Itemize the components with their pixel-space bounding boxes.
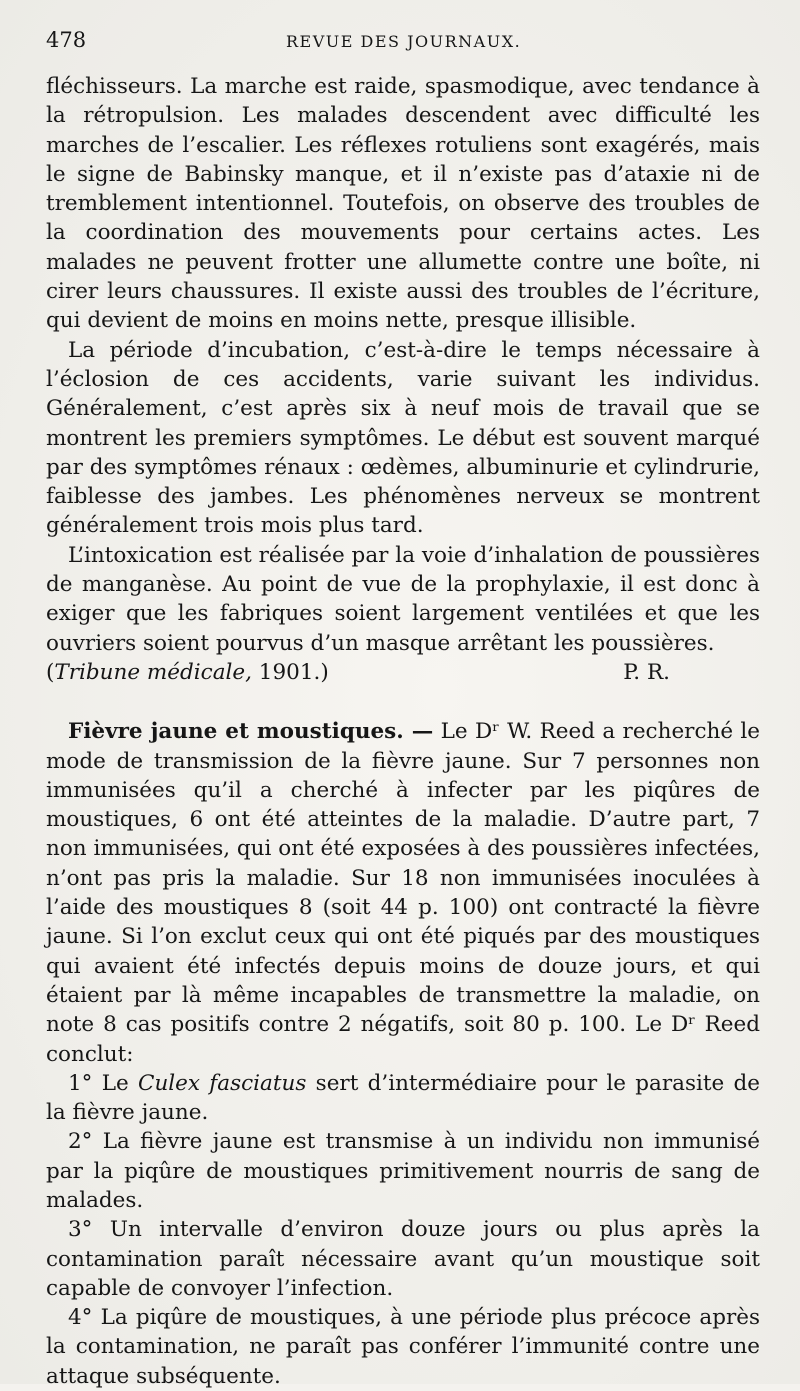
running-title: REVUE DES JOURNAUX. bbox=[286, 32, 522, 51]
citation-line bbox=[46, 658, 760, 687]
section-title: Fièvre jaune et moustiques. — bbox=[68, 719, 434, 745]
paragraph-intro bbox=[46, 717, 760, 1069]
running-head bbox=[46, 28, 760, 64]
citation bbox=[46, 658, 329, 687]
species-name: Culex fasciatus bbox=[138, 1070, 307, 1096]
conclusion-item-1: 1° Le Culex fasciatus sert d’intermédiaire pour le parasite de la fièvre jaune. bbox=[46, 1070, 760, 1126]
intro-text: Le Dʳ W. Reed a recherché le mode de transmission de la fièvre jaune. Sur 7 personnes non immunisées qu’il a cherché à infecter par les piqûres de moustiques, 6 ont été atteintes de la maladie. D’autre part, 7 non immunisées, qui ont été exposées à des poussières infectées, n’ont pas pris la maladie. Sur 18 non immunisées inoculées à l’aide des moustiques 8 (soit 44 p. 100) ont contracté la fièvre jaune. Si l’on exclut ceux qui ont été piqués par des moustiques qui avaient été infectés depuis moins de douze jours, et qui étaient par là même incapables de transmettre la maladie, on note 8 cas positifs contre 2 négatifs, soit 80 p. 100. Le Dʳ Reed conclut: bbox=[46, 719, 761, 1067]
paragraph-incubation: La période d’incubation, c’est-à-dire le temps nécessaire à l’éclosion de ces accidents, varie suivant les individus. Généralement, c’est après six à neuf mois de travail que se montrent les premiers symptômes. Le début est souvent marqué par des symptômes rénaux : œdèmes, albuminurie et cylindrurie, faiblesse des jambes. Les phénomènes nerveux se montrent généralement trois mois plus tard. bbox=[46, 337, 760, 539]
article-yellow-fever bbox=[46, 717, 760, 1391]
citation-source: Tribune médicale, bbox=[54, 659, 252, 685]
citation-year: 1901.) bbox=[258, 659, 329, 685]
conclusion-item-3: 3° Un intervalle d’environ douze jours ou plus après la contamination paraît nécessaire avant qu’un moustique soit capable de convoyer l’infection. bbox=[46, 1217, 760, 1301]
conclusion-item-4: 4° La piqûre de moustiques, à une période plus précoce après la contamination, ne paraît pas conférer l’immunité contre une attaque subséquente. bbox=[46, 1305, 760, 1389]
body-text bbox=[46, 72, 760, 1391]
conclusion-item-2: 2° La fièvre jaune est transmise à un individu non immunisé par la piqûre de moustiques primitivement nourris de sang de malades. bbox=[46, 1129, 760, 1213]
author-initials: P. R. bbox=[623, 659, 670, 685]
page-number: 478 bbox=[46, 28, 87, 52]
paragraph-continuation: fléchisseurs. La marche est raide, spasmodique, avec tendance à la rétropulsion. Les malades descendent avec difficulté les marches de l’escalier. Les réflexes rotuliens sont exagérés, mais le signe de Babinsky manque, et il n’existe pas d’ataxie ni de tremblement intentionnel. Toutefois, on observe des troubles de la coordination des mouvements pour certains actes. Les malades ne peuvent frotter une allumette contre une boîte, ni cirer leurs chaussures. Il existe aussi des troubles de l’écriture, qui devient de moins en moins nette, presque illisible. bbox=[46, 74, 760, 334]
citation-open: ( bbox=[46, 659, 55, 685]
paragraph-intoxication: L’intoxication est réalisée par la voie d’inhalation de poussières de manganèse. Au point de vue de la prophylaxie, il est donc à exiger que les fabriques soient largement ventilées et que les ouvriers soient pourvus d’un masque arrêtant les poussières. bbox=[46, 542, 760, 656]
